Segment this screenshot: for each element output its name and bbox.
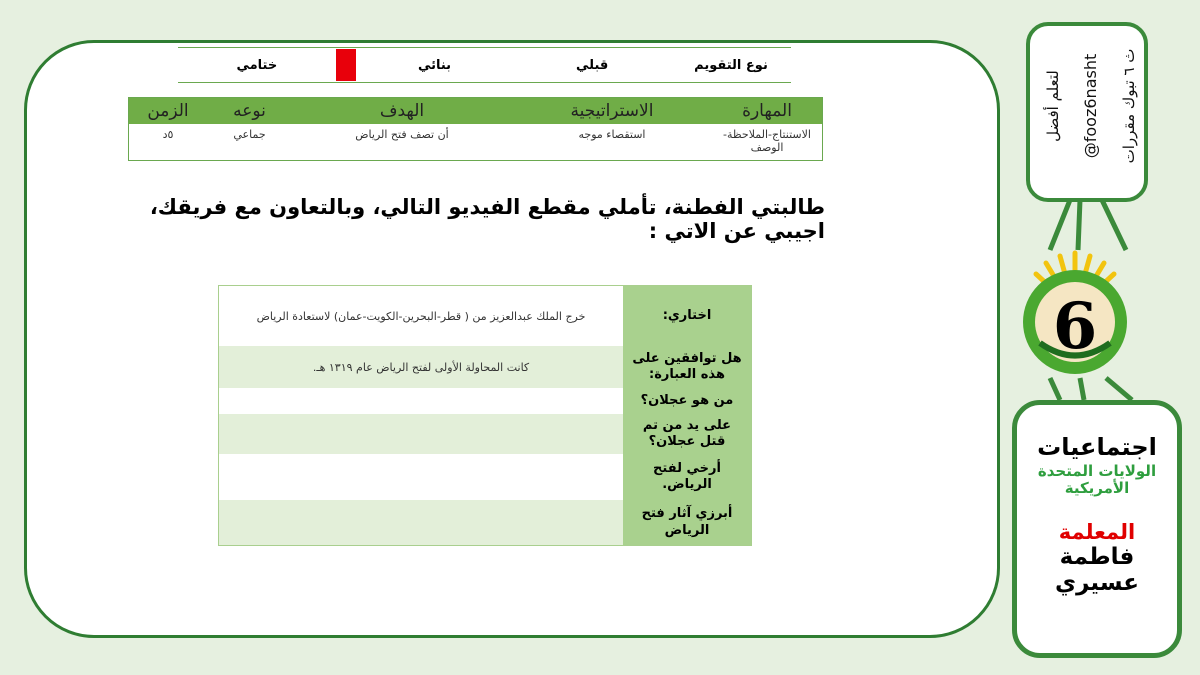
activity-row [219, 286, 751, 346]
activity-row [219, 388, 751, 414]
activity-answer: كانت المحاولة الأولى لفتح الرياض عام ١٣١٩ هـ. [219, 346, 623, 388]
evaluation-option-pre: قبلي [576, 57, 609, 73]
teacher-role: المعلمة [1058, 519, 1136, 544]
activity-question: أرخي لفتح الرياض. [623, 454, 751, 500]
teacher-name: فاطمة عسيري [1055, 543, 1139, 596]
activity-table [218, 285, 752, 546]
logo-number: 6 [1052, 289, 1098, 364]
school-logo [1010, 248, 1140, 378]
evaluation-option-formative: بنائي [417, 57, 452, 73]
cell-type: جماعي [233, 128, 266, 141]
activity-row [219, 454, 751, 500]
header-strategy: الاستراتيجية [570, 101, 654, 121]
header-time: الزمن [147, 101, 189, 121]
activity-question: على يد من تم قتل عجلان؟ [623, 414, 751, 454]
activity-row [219, 414, 751, 454]
activity-question: من هو عجلان؟ [623, 388, 751, 414]
subject-title: اجتماعيات [1037, 433, 1157, 461]
activity-answer [219, 500, 623, 545]
activity-question: هل توافقين على هذه العبارة: [623, 346, 751, 388]
activity-question: اختاري: [623, 286, 751, 346]
header-type: نوعه [233, 101, 266, 121]
activity-row [219, 346, 751, 388]
skills-table-row [129, 124, 822, 154]
evaluation-option-final: ختامي [236, 57, 278, 73]
activity-answer [219, 454, 623, 500]
activity-answer: خرج الملك عبدالعزيز من ( قطر-البحرين-الكويت-عمان) لاستعادة الرياض [256, 309, 586, 323]
activity-answer [219, 414, 623, 454]
activity-row [219, 500, 751, 545]
side-line-school: ث ٦ تبوك مقررات [1120, 48, 1139, 164]
lesson-topic: الولايات المتحدة الأمريكية [1037, 462, 1157, 498]
skills-table [128, 97, 823, 161]
side-line-learning: لتعلم أفضل [1043, 70, 1062, 142]
side-line-handle: @fooz6nasht [1081, 53, 1101, 159]
cell-strategy: استقصاء موجه [578, 128, 646, 141]
instruction-text: طالبتي الفطنة، تأملي مقطع الفيديو التالي، وبالتعاون مع فريقك، اجيبي عن الاتي : [149, 195, 825, 243]
cell-goal: أن تصف فتح الرياض [355, 128, 449, 141]
cell-time: ٥د [162, 128, 174, 141]
cell-skill: الاستنتاج-الملاحظة-الوصف [723, 128, 811, 154]
header-skill: المهارة [742, 101, 792, 121]
activity-answer [219, 388, 623, 414]
header-goal: الهدف [379, 101, 425, 121]
activity-question: أبرزي آثار فتح الرياض [623, 500, 751, 545]
subject-card [1012, 400, 1182, 658]
vertical-text-group [1034, 16, 1148, 196]
side-info-box [1026, 22, 1148, 202]
selected-marker [336, 49, 356, 81]
evaluation-label: نوع التقويم [694, 57, 768, 73]
evaluation-type-row [178, 47, 791, 83]
skills-table-header [129, 98, 822, 124]
